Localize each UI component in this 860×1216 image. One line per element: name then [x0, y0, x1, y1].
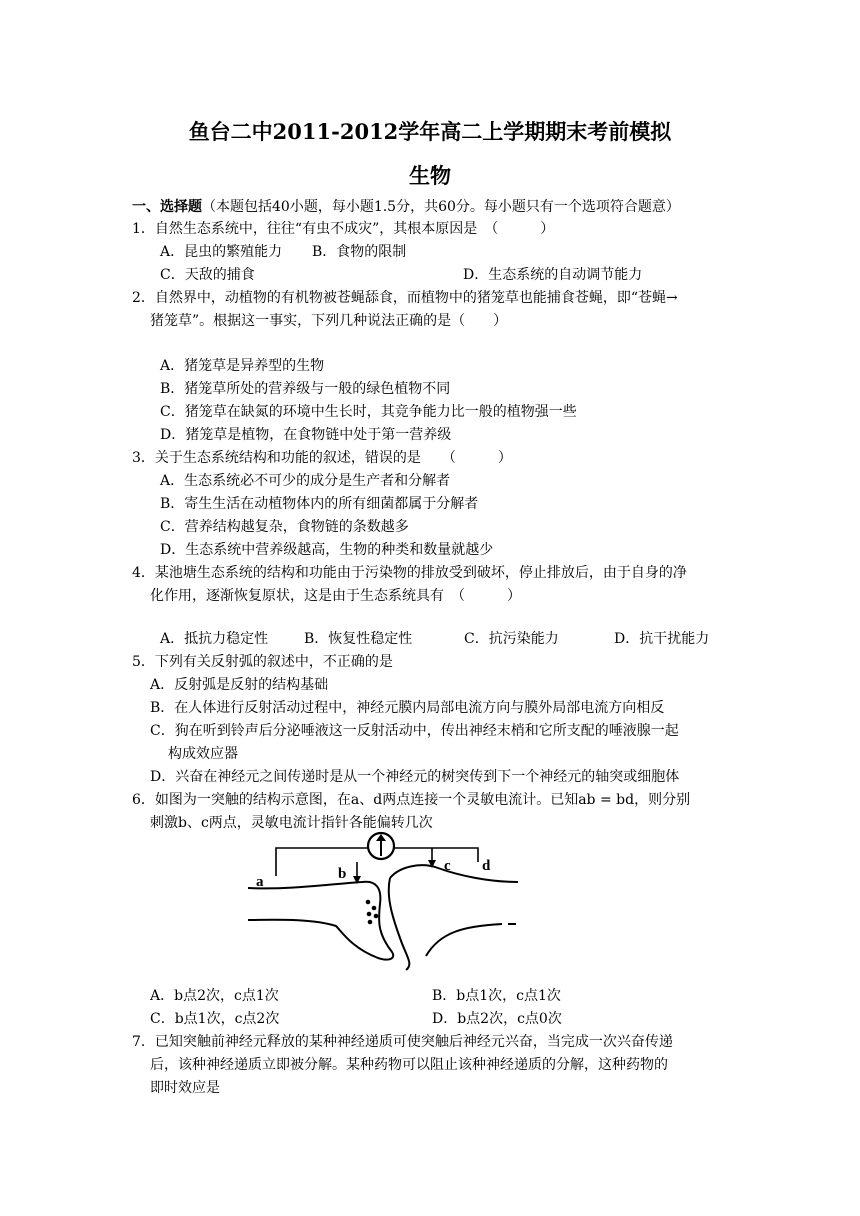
q6-option-a: A．b点2次，c点1次	[150, 988, 279, 1004]
q7-stem-line3: 即时效应是	[150, 1080, 220, 1096]
label-c: c	[444, 858, 451, 874]
q2-option-c: C．猪笼草在缺氮的环境中生长时，其竞争能力比一般的植物强一些	[160, 404, 577, 420]
q2-option-a: A．猪笼草是异养型的生物	[160, 358, 325, 374]
q1-option-c: C．天敌的捕食	[160, 267, 255, 283]
q1-option-b: B．食物的限制	[312, 244, 407, 260]
label-d: d	[482, 858, 491, 874]
label-a: a	[256, 874, 264, 890]
q5-option-d: D．兴奋在神经元之间传递时是从一个神经元的树突传到下一个神经元的轴突或细胞体	[150, 769, 680, 785]
q4-option-d: D．抗干扰能力	[614, 631, 710, 647]
q2-option-d: D．猪笼草是植物，在食物链中处于第一营养级	[160, 427, 452, 443]
q5-option-c-line2: 构成效应器	[168, 746, 238, 762]
q2-option-b: B．猪笼草所处的营养级与一般的绿色植物不同	[160, 381, 451, 397]
q6-option-c: C．b点1次，c点2次	[150, 1011, 280, 1027]
q5-option-b: B．在人体进行反射活动过程中，神经元膜内局部电流方向与膜外局部电流方向相反	[150, 700, 665, 716]
q4-option-c: C．抗污染能力	[464, 631, 559, 647]
q6-option-b: B．b点1次，c点1次	[432, 988, 561, 1004]
q3-option-b: B．寄生生活在动植物体内的所有细菌都属于分解者	[160, 496, 479, 512]
q4-stem-line2: 化作用，逐渐恢复原状，这是由于生态系统具有 （ ）	[150, 588, 521, 604]
q3-option-c: C．营养结构越复杂，食物链的条数越多	[160, 519, 409, 535]
q2-stem-line2: 猪笼草”。根据这一事实，下列几种说法正确的是（ ）	[150, 313, 508, 329]
q6-stem-line2: 刺激b、c两点，灵敏电流计指针各能偏转几次	[150, 815, 433, 831]
q4-stem-line1: 4．某池塘生态系统的结构和功能由于污染物的排放受到破坏，停止排放后，由于自身的净	[132, 565, 687, 581]
q7-stem-line2: 后，该种神经递质立即被分解。某种药物可以阻止该种神经递质的分解，这种药物的	[150, 1057, 668, 1073]
galvanometer-icon	[368, 833, 394, 859]
q3-option-a: A．生态系统必不可少的成分是生产者和分解者	[160, 473, 451, 489]
q2-stem-line1: 2．自然界中，动植物的有机物被苍蝇舔食，而植物中的猪笼草也能捕食苍蝇，即“苍蝇→	[132, 290, 678, 306]
q5-stem: 5．下列有关反射弧的叙述中，不正确的是	[132, 654, 393, 670]
q4-option-a: A．抵抗力稳定性	[160, 631, 269, 647]
label-b: b	[338, 866, 347, 882]
arrow-b-icon	[353, 862, 361, 884]
q6-option-d: D．b点2次，c点0次	[432, 1011, 562, 1027]
q1-option-a: A．昆虫的繁殖能力	[160, 244, 283, 260]
section-note: （本题包括40小题，每小题1.5分，共60分。每小题只有一个选项符合题意）	[202, 199, 680, 215]
page-title: 鱼台二中2011-2012学年高二上学期期末考前模拟	[188, 119, 672, 144]
q1-option-d: D．生态系统的自动调节能力	[463, 267, 643, 283]
q6-stem-line1: 6．如图为一突触的结构示意图，在a、d两点连接一个灵敏电流计。已知ab = bd，则分别	[132, 792, 691, 808]
q7-stem-line1: 7．已知突触前神经元释放的某种神经递质可使突触后神经元兴奋，当完成一次兴奋传递	[132, 1034, 673, 1050]
section-heading: 一、选择题	[132, 199, 202, 215]
q1-stem: 1．自然生态系统中，往往“有虫不成灾”，其根本原因是 （ ）	[132, 221, 555, 237]
synapse-diagram	[240, 826, 530, 976]
q5-option-a: A．反射弧是反射的结构基础	[150, 677, 329, 693]
q3-option-d: D．生态系统中营养级越高，生物的种类和数量就越少	[160, 542, 494, 558]
section-header	[132, 198, 680, 216]
q3-stem: 3．关于生态系统结构和功能的叙述，错误的是 （ ）	[132, 450, 512, 466]
synaptic-vesicles	[366, 900, 379, 925]
q5-option-c-line1: C．狗在听到铃声后分泌唾液这一反射活动中，传出神经末梢和它所支配的唾液腺一起	[150, 723, 679, 739]
q4-option-b: B．恢复性稳定性	[304, 631, 413, 647]
subject-title: 生物	[409, 163, 451, 188]
